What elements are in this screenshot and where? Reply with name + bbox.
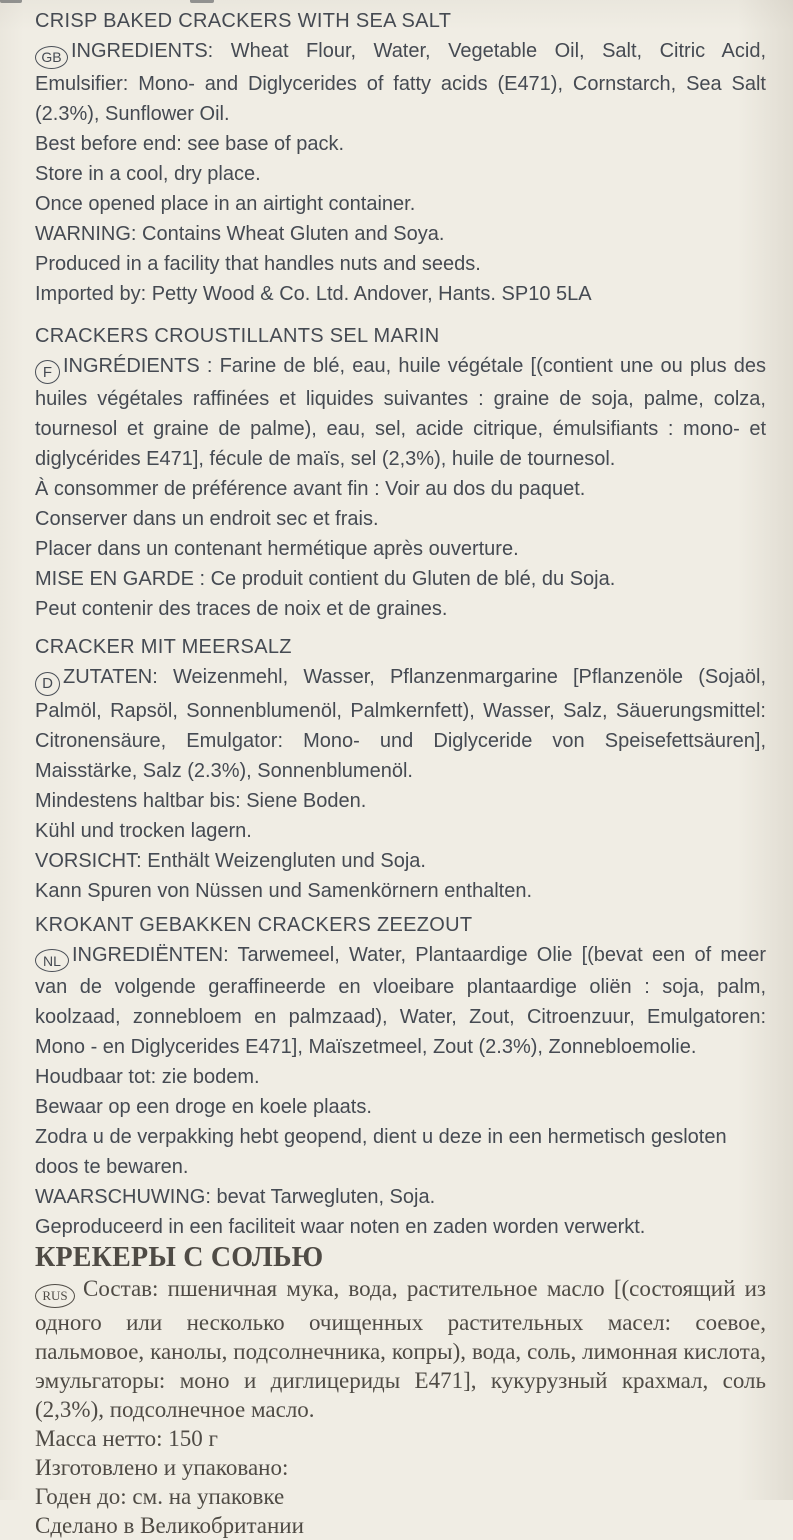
statement-line: Conserver dans un endroit sec et frais. bbox=[35, 508, 379, 530]
statement-line: Best before end: see base of pack. bbox=[35, 132, 345, 155]
ingredients-german-text: ZUTATEN: Weizenmehl, Wasser, Pflanzenmargarine [Pflanzenöle (Sojaöl, Palmöl, Rapsöl, Sonnenblumenöl, Palmkernfett), Wasser, Salz, Säuerungsmittel: Citronensäure, Emulgator: Mono- und Diglyceride von Speisefettsäuren], Maisstärke, Salz (2.3%), Sonnenblumenöl. bbox=[35, 666, 766, 782]
statement-line: Kann Spuren von Nüssen und Samenkörnern enthalten. bbox=[35, 879, 533, 902]
statement-line: Placer dans un contenant hermétique après ouverture. bbox=[35, 538, 519, 560]
statements-dutch bbox=[35, 1062, 766, 1242]
statement-line: Kühl und trocken lagern. bbox=[35, 819, 252, 842]
statement-line: Produced in a facility that handles nuts and seeds. bbox=[35, 252, 481, 275]
ingredients-dutch bbox=[35, 940, 766, 1063]
title-russian: КРЕКЕРЫ С СОЛЬЮ bbox=[35, 1242, 324, 1273]
section-english bbox=[35, 6, 766, 309]
title-french: CRACKERS CROUSTILLANTS SEL MARIN bbox=[35, 324, 440, 347]
clipped-bottom-line-text: Сделано в Великобритании bbox=[35, 1512, 304, 1538]
clipped-bottom-line bbox=[35, 1511, 766, 1538]
lang-badge-gb-icon bbox=[35, 46, 68, 69]
statement-line: Geproduceerd in een faciliteit waar noten en zaden worden verwerkt. bbox=[35, 1216, 646, 1238]
lang-badge-nl-label: NL bbox=[43, 952, 61, 969]
lang-badge-nl-icon bbox=[35, 949, 69, 972]
ingredients-german bbox=[35, 662, 766, 786]
statement-line: Store in a cool, dry place. bbox=[35, 162, 261, 185]
lang-badge-gb-label: GB bbox=[41, 49, 62, 65]
statement-line: Масса нетто: 150 г bbox=[35, 1425, 218, 1451]
ingredients-english bbox=[35, 36, 766, 129]
statement-line: Once opened place in an airtight container. bbox=[35, 192, 416, 215]
lang-badge-f-label: F bbox=[42, 363, 53, 381]
statements-english bbox=[35, 129, 766, 309]
ingredients-english-text: INGREDIENTS: Wheat Flour, Water, Vegetable Oil, Salt, Citric Acid, Emulsifier: Mono- and Diglycerides of fatty acids (E471), Cornstarch, Sea Salt (2.3%), Sunflower Oil. bbox=[35, 40, 766, 125]
lang-badge-d-icon bbox=[35, 672, 60, 696]
title-english: CRISP BAKED CRACKERS WITH SEA SALT bbox=[35, 10, 452, 32]
statements-german bbox=[35, 786, 766, 906]
statement-line: Изготовлено и упаковано: bbox=[35, 1454, 289, 1480]
statements-french bbox=[35, 474, 766, 624]
statement-line: WARNING: Contains Wheat Gluten and Soya. bbox=[35, 222, 445, 245]
ingredients-dutch-text: INGREDIËNTEN: Tarwemeel, Water, Plantaardige Olie [(bevat een of meer van de volgende geraffineerde en vloeibare plantaardige oliën : soja, palm, koolzaad, zonnebloem en palmzaad), Water, Zout, Citroenzuur, Emulgatoren: Mono - en Diglycerides E471], Maïszetmeel, Zout (2.3%), Zonnebloemolie. bbox=[35, 943, 766, 1058]
ingredients-french bbox=[35, 351, 766, 475]
statement-line: Годен до: см. на упаковке bbox=[35, 1483, 285, 1509]
statement-line: MISE EN GARDE : Ce produit contient du Gluten de blé, du Soja. bbox=[35, 568, 616, 590]
statements-russian bbox=[35, 1424, 766, 1511]
statement-line: Zodra u de verpakking hebt geopend, dient u deze in een hermetisch gesloten doos te bewaren. bbox=[35, 1126, 727, 1178]
statement-line: Peut contenir des traces de noix et de graines. bbox=[35, 598, 448, 620]
statement-line: Mindestens haltbar bis: Siene Boden. bbox=[35, 789, 367, 812]
title-dutch: KROKANT GEBAKKEN CRACKERS ZEEZOUT bbox=[35, 913, 473, 936]
statement-line: WAARSCHUWING: bevat Tarwegluten, Soja. bbox=[35, 1186, 436, 1208]
statement-line: Houdbaar tot: zie bodem. bbox=[35, 1066, 260, 1088]
lang-badge-rus-icon bbox=[35, 1284, 75, 1308]
ingredients-russian-text: Состав: пшеничная мука, вода, растительное масло [(состоящий из одного или несколько очищенных растительных масел: соевое, пальмовое, канолы, подсолнечника, копры), вода, соль, лимонная кислота, эмульгаторы: моно и диглицериды Е471], кукурузный крахмал, соль (2,3%), подсолнечное масло. bbox=[35, 1276, 766, 1422]
lang-badge-d-label: D bbox=[42, 675, 53, 692]
section-german bbox=[35, 632, 766, 906]
statement-line: À consommer de préférence avant fin : Voir au dos du paquet. bbox=[35, 478, 586, 500]
ingredients-french-text: INGRÉDIENTS : Farine de blé, eau, huile végétale [(contient une ou plus des huiles végétales raffinées et liquides suivantes : graine de soja, palme, colza, tournesol et graine de palme), eau, sel, acide citrique, émulsifiants : mono- et diglycérides E471], fécule de maïs, sel (2,3%), huile de tournesol. bbox=[35, 354, 766, 470]
section-french bbox=[35, 321, 766, 625]
lang-badge-rus-label: RUS bbox=[42, 1288, 68, 1303]
title-german: CRACKER MIT MEERSALZ bbox=[35, 636, 292, 658]
statement-line: Bewaar op een droge en koele plaats. bbox=[35, 1096, 372, 1118]
ingredients-russian bbox=[35, 1274, 766, 1424]
section-dutch bbox=[35, 910, 766, 1243]
statement-line: Imported by: Petty Wood & Co. Ltd. Andover, Hants. SP10 5LA bbox=[35, 282, 592, 305]
section-russian bbox=[35, 1242, 766, 1538]
lang-badge-f-icon bbox=[35, 360, 60, 384]
statement-line: VORSICHT: Enthält Weizengluten und Soja. bbox=[35, 849, 426, 872]
